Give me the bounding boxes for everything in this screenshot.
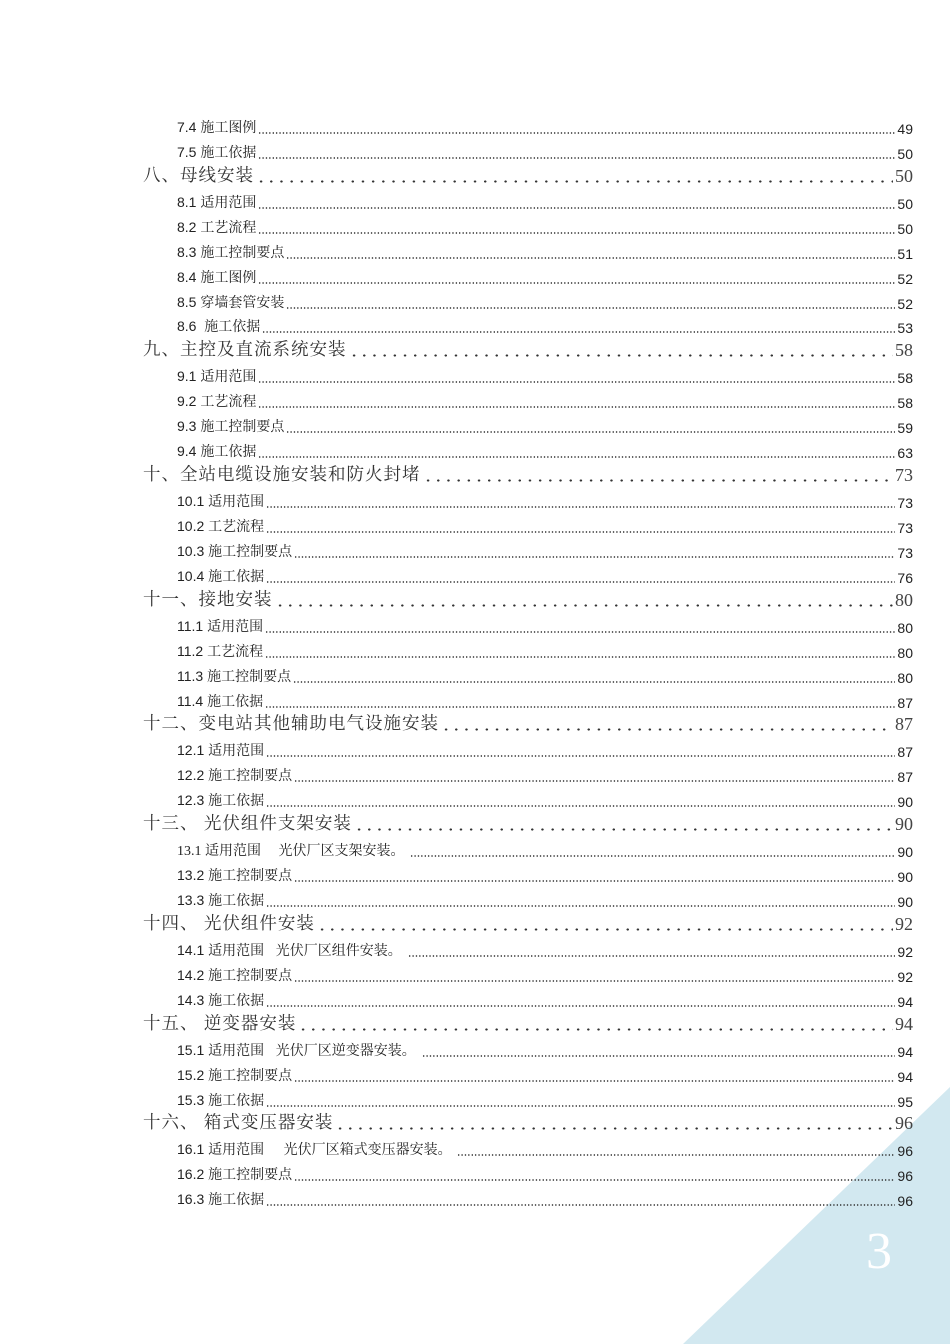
toc-section-entry[interactable] <box>0 1138 950 1163</box>
toc-entry-page-number: 87 <box>897 769 913 786</box>
dot-leader <box>286 257 895 259</box>
toc-entry-page-number: 96 <box>897 1193 913 1210</box>
dot-leader <box>294 780 895 782</box>
toc-entry-page-number: 50 <box>897 145 913 162</box>
toc-entry-title: 11.2 工艺流程 <box>177 642 264 659</box>
toc-entry-title: 9.4 施工依据 <box>177 443 257 460</box>
page-number: 3 <box>866 1223 892 1280</box>
toc-entry-title: 十三、 光伏组件支架安装 <box>143 813 352 834</box>
toc-entry-title: 11.1 适用范围 <box>177 617 264 634</box>
toc-entry-page-number: 96 <box>897 1143 913 1160</box>
dot-leader <box>258 381 895 383</box>
toc-section-entry[interactable] <box>0 116 950 141</box>
dot-leader <box>265 706 895 708</box>
toc-entry-page-number: 96 <box>895 1113 913 1134</box>
toc-entry-page-number: 73 <box>895 465 913 486</box>
toc-entry-page-number: 52 <box>897 270 913 287</box>
toc-entry-page-number: 80 <box>897 669 913 686</box>
toc-chapter-entry[interactable] <box>0 590 950 615</box>
dot-leader <box>294 1080 895 1082</box>
toc-entry-title: 10.2 工艺流程 <box>177 517 265 534</box>
toc-section-entry[interactable] <box>0 1163 950 1188</box>
toc-chapter-entry[interactable] <box>0 1014 950 1039</box>
dot-leader <box>266 905 895 907</box>
toc-entry-title: 12.2 施工控制要点 <box>177 767 293 784</box>
toc-section-entry[interactable] <box>0 490 950 515</box>
dot-leader <box>258 132 895 134</box>
toc-entry-page-number: 73 <box>897 495 913 511</box>
dot-leader <box>410 855 895 857</box>
toc-entry-title: 7.5 施工依据 <box>177 143 257 160</box>
dot-leader <box>335 1127 893 1130</box>
toc-entry-title: 十、全站电缆设施安装和防火封堵 <box>143 464 421 485</box>
toc-entry-page-number: 92 <box>895 913 913 934</box>
toc-entry-title: 11.4 施工依据 <box>177 692 264 709</box>
toc-entry-page-number: 90 <box>897 894 913 910</box>
toc-section-entry[interactable] <box>0 1039 950 1064</box>
toc-entry-title: 十四、 光伏组件安装 <box>143 912 315 933</box>
toc-entry-page-number: 52 <box>897 295 913 312</box>
toc-entry-title: 13.3 施工依据 <box>177 892 265 908</box>
toc-entry-page-number: 58 <box>897 395 913 412</box>
dot-leader <box>294 556 895 558</box>
dot-leader <box>258 232 895 234</box>
toc-entry-title: 15.2 施工控制要点 <box>177 1066 293 1083</box>
toc-chapter-entry[interactable] <box>0 166 950 191</box>
toc-entry-page-number: 51 <box>897 245 913 262</box>
toc-entry-page-number: 58 <box>897 370 913 387</box>
toc-entry-page-number: 94 <box>897 1068 913 1085</box>
toc-entry-page-number: 50 <box>897 220 913 237</box>
toc-entry-title: 16.2 施工控制要点 <box>177 1166 293 1183</box>
toc-chapter-entry[interactable] <box>0 340 950 365</box>
toc-section-entry[interactable] <box>0 415 950 440</box>
toc-section-entry[interactable] <box>0 191 950 216</box>
toc-section-entry[interactable] <box>0 665 950 690</box>
dot-leader <box>266 1204 895 1206</box>
dot-leader <box>354 828 893 831</box>
toc-entry-title: 8.1 适用范围 <box>177 193 257 210</box>
toc-section-entry[interactable] <box>0 615 950 640</box>
toc-chapter-entry[interactable] <box>0 814 950 839</box>
toc-entry-page-number: 87 <box>897 744 913 761</box>
toc-entry-page-number: 94 <box>897 1043 913 1060</box>
dot-leader <box>258 406 895 408</box>
toc-entry-title: 13.2 施工控制要点 <box>177 867 293 884</box>
toc-entry-page-number: 90 <box>897 844 913 861</box>
toc-entry-title: 12.1 适用范围 <box>177 742 265 759</box>
toc-entry-title: 八、母线安装 <box>143 164 254 185</box>
dot-leader <box>266 581 895 583</box>
toc-entry-title: 8.3 施工控制要点 <box>177 243 285 260</box>
toc-entry-title: 十二、变电站其他辅助电气设施安装 <box>143 713 439 734</box>
toc-entry-page-number: 80 <box>897 644 913 661</box>
toc-chapter-entry[interactable] <box>0 1114 950 1139</box>
toc-entry-page-number: 50 <box>897 195 913 212</box>
toc-entry-title: 十一、接地安装 <box>143 588 273 609</box>
dot-leader <box>265 656 895 658</box>
dot-leader <box>258 157 895 159</box>
toc-entry-title: 8.4 施工图例 <box>177 268 257 285</box>
toc-section-entry[interactable] <box>0 640 950 665</box>
toc-entry-page-number: 87 <box>897 694 913 711</box>
dot-leader <box>258 207 895 209</box>
toc-entry-page-number: 63 <box>897 445 913 462</box>
toc-entry-page-number: 87 <box>895 714 913 735</box>
toc-section-entry[interactable] <box>0 291 950 316</box>
dot-leader <box>266 805 895 807</box>
toc-entry-title: 十六、 箱式变压器安装 <box>143 1112 334 1133</box>
toc-entry-title: 8.2 工艺流程 <box>177 218 257 235</box>
toc-entry-page-number: 92 <box>897 943 913 960</box>
toc-section-entry[interactable] <box>0 1064 950 1089</box>
toc-entry-page-number: 59 <box>897 420 913 437</box>
toc-chapter-entry[interactable] <box>0 715 950 740</box>
toc-entry-title: 15.3 施工依据 <box>177 1091 265 1108</box>
toc-entry-title: 9.1 适用范围 <box>177 368 257 385</box>
toc-entry-title: 10.4 施工依据 <box>177 567 265 584</box>
dot-leader <box>457 1154 895 1156</box>
dot-leader <box>317 928 893 931</box>
toc-entry-title: 十五、 逆变器安装 <box>143 1012 297 1033</box>
dot-leader <box>294 880 895 882</box>
dot-leader <box>266 506 895 508</box>
toc-entry-page-number: 90 <box>895 814 913 835</box>
toc-entry-page-number: 50 <box>895 165 913 186</box>
dot-leader <box>408 955 896 957</box>
toc-chapter-entry[interactable] <box>0 465 950 490</box>
toc-entry-title: 12.3 施工依据 <box>177 792 265 809</box>
toc-section-entry[interactable] <box>0 515 950 540</box>
toc-entry-title: 16.3 施工依据 <box>177 1191 265 1208</box>
toc-entry-page-number: 96 <box>897 1168 913 1185</box>
dot-leader <box>441 728 893 731</box>
toc-entry-title: 9.3 施工控制要点 <box>177 418 285 435</box>
toc-entry-page-number: 80 <box>895 589 913 610</box>
toc-entry-page-number: 90 <box>897 869 913 886</box>
toc-entry-page-number: 73 <box>897 544 913 561</box>
toc-entry-title: 8.6 施工依据 <box>177 318 261 335</box>
dot-leader <box>265 631 895 633</box>
toc-section-entry[interactable] <box>0 739 950 764</box>
dot-leader <box>262 331 895 333</box>
toc-entry-page-number: 76 <box>897 569 913 586</box>
dot-leader <box>422 1055 896 1057</box>
toc-entry-title: 14.3 施工依据 <box>177 991 265 1008</box>
dot-leader <box>294 1179 895 1181</box>
toc-entry-page-number: 94 <box>895 1013 913 1034</box>
toc-section-entry[interactable] <box>0 964 950 989</box>
toc-section-entry[interactable] <box>0 216 950 241</box>
toc-entry-title: 14.1 适用范围 光伏厂区组件安装。 <box>177 941 406 958</box>
toc-entry-title: 7.4 施工图例 <box>177 118 257 135</box>
toc-entry-page-number: 58 <box>895 340 913 361</box>
dot-leader <box>286 431 895 433</box>
dot-leader <box>266 755 895 757</box>
toc-section-entry[interactable] <box>0 864 950 889</box>
dot-leader <box>256 180 893 183</box>
toc-entry-title: 8.5 穿墙套管安装 <box>177 293 285 310</box>
toc-entry-page-number: 73 <box>897 519 913 536</box>
toc-entry-title: 13.1 适用范围 光伏厂区支架安装。 <box>177 844 408 860</box>
toc-entry-page-number: 94 <box>897 993 913 1010</box>
toc-chapter-entry[interactable] <box>0 914 950 939</box>
toc-entry-page-number: 95 <box>897 1093 913 1110</box>
dot-leader <box>423 479 894 482</box>
dot-leader <box>275 604 894 607</box>
toc-entry-title: 11.3 施工控制要点 <box>177 667 292 684</box>
toc-entry-title: 九、主控及直流系统安装 <box>143 339 347 360</box>
toc-entry-page-number: 53 <box>897 320 913 337</box>
toc-entry-title: 16.1 适用范围 光伏厂区箱式变压器安装。 <box>177 1141 456 1158</box>
dot-leader <box>293 681 895 683</box>
toc-section-entry[interactable] <box>0 390 950 415</box>
toc-section-entry[interactable] <box>0 365 950 390</box>
toc-entry-title: 14.2 施工控制要点 <box>177 966 293 983</box>
dot-leader <box>266 1105 895 1107</box>
toc-entry-page-number: 90 <box>897 794 913 811</box>
dot-leader <box>266 531 895 533</box>
toc-section-entry[interactable] <box>0 540 950 565</box>
dot-leader <box>286 307 895 309</box>
toc-section-entry[interactable] <box>0 939 950 964</box>
toc-entry-page-number: 49 <box>897 120 913 137</box>
dot-leader <box>266 1005 895 1007</box>
toc-entry-page-number: 80 <box>897 619 913 636</box>
dot-leader <box>298 1028 893 1031</box>
toc-section-entry[interactable] <box>0 839 950 864</box>
toc-section-entry[interactable] <box>0 241 950 266</box>
dot-leader <box>294 980 895 982</box>
dot-leader <box>258 456 895 458</box>
toc-section-entry[interactable] <box>0 1188 950 1213</box>
dot-leader <box>349 354 894 357</box>
toc-section-entry[interactable] <box>0 764 950 789</box>
toc-entry-page-number: 92 <box>897 968 913 985</box>
dot-leader <box>258 282 895 284</box>
table-of-contents <box>0 116 950 1213</box>
toc-section-entry[interactable] <box>0 266 950 291</box>
toc-entry-title: 15.1 适用范围 光伏厂区逆变器安装。 <box>177 1041 420 1058</box>
toc-entry-title: 10.3 施工控制要点 <box>177 542 293 559</box>
toc-entry-title: 9.2 工艺流程 <box>177 393 257 410</box>
toc-entry-title: 10.1 适用范围 <box>177 493 265 509</box>
